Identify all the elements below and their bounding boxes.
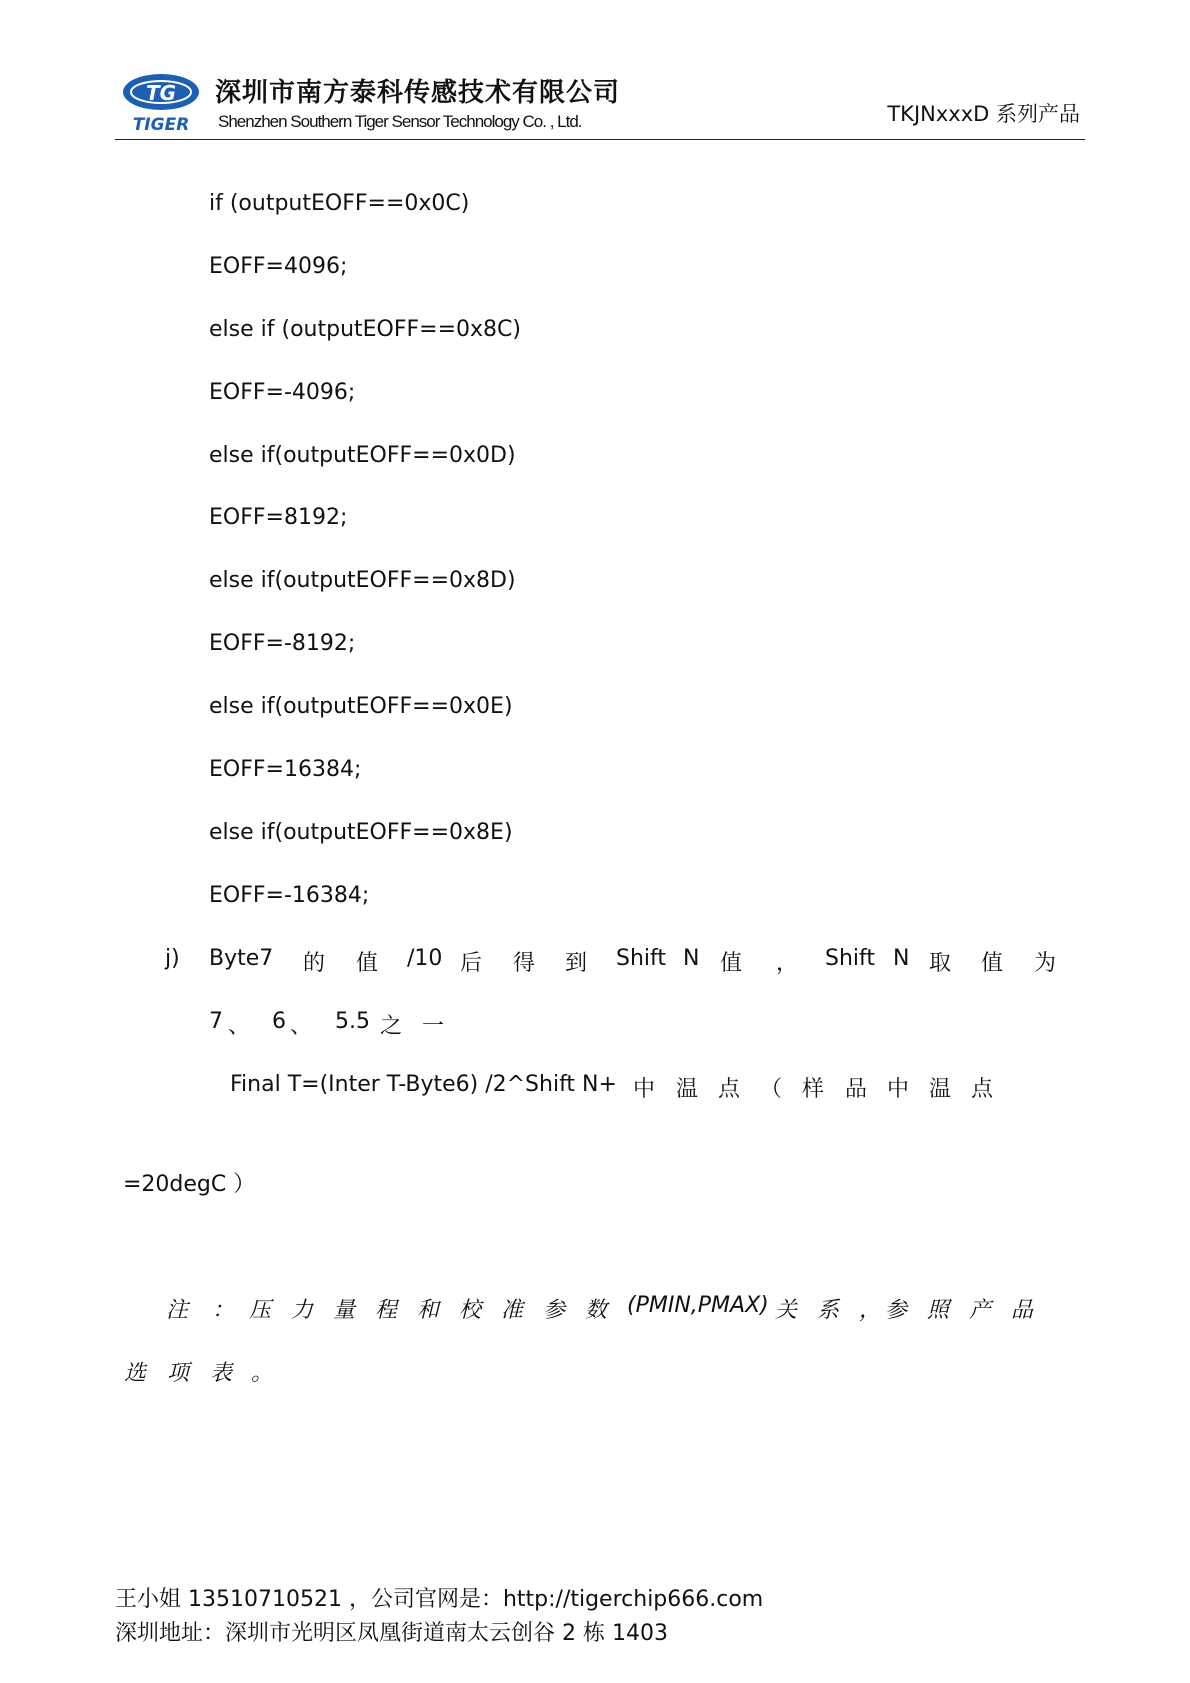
- note-token: 和: [417, 1298, 440, 1323]
- text-token: Shift: [616, 946, 667, 971]
- code-line: else if(outputEOFF==0x8D): [209, 568, 516, 593]
- note-token: 数: [585, 1298, 608, 1323]
- text-token: 到: [565, 951, 588, 976]
- item-j-line4: =20degC ）: [123, 1172, 256, 1197]
- footer-address: 深圳地址：深圳市光明区凤凰街道南太云创谷 2 栋 1403: [115, 1621, 668, 1646]
- text-token: 值: [981, 951, 1004, 976]
- code-line: EOFF=16384;: [209, 757, 362, 782]
- text-token: N: [893, 946, 910, 971]
- text-token: 样: [802, 1077, 825, 1102]
- text-token: Byte7: [209, 946, 274, 971]
- note-token: 参: [543, 1298, 566, 1323]
- text-token: Shift: [825, 946, 876, 971]
- code-line: else if(outputEOFF==0x0D): [209, 443, 516, 468]
- text-token: 点: [718, 1077, 741, 1102]
- note-token: 参: [885, 1298, 908, 1323]
- item-j-line1: [0, 946, 1190, 976]
- text-token: 为: [1034, 951, 1057, 976]
- header-divider: [115, 139, 1085, 140]
- text-token: 点: [971, 1077, 994, 1102]
- note-token: (PMIN,PMAX): [627, 1293, 769, 1318]
- code-line: EOFF=-16384;: [209, 883, 370, 908]
- note-token: 注: [166, 1298, 189, 1323]
- note-token: 力: [291, 1298, 314, 1323]
- formula-text: Final T=(Inter T-Byte6) /2^Shift N+: [230, 1072, 617, 1097]
- note-token: 量: [333, 1298, 356, 1323]
- text-token: 温: [676, 1077, 699, 1102]
- text-token: /10: [407, 946, 443, 971]
- note-token: ，: [859, 1298, 882, 1323]
- code-line: EOFF=4096;: [209, 254, 348, 279]
- product-series-label: TKJNxxxD 系列产品: [887, 102, 1080, 126]
- text-token: 温: [929, 1077, 952, 1102]
- note-token: 表: [210, 1361, 233, 1386]
- code-line: EOFF=8192;: [209, 505, 348, 530]
- code-line: if (outputEOFF==0x0C): [209, 191, 470, 216]
- note-token: ：: [212, 1298, 235, 1323]
- text-token: 取: [929, 951, 952, 976]
- text-token: 中: [633, 1077, 656, 1102]
- text-token: 得: [513, 951, 536, 976]
- code-line: else if(outputEOFF==0x0E): [209, 694, 513, 719]
- code-line: else if (outputEOFF==0x8C): [209, 317, 521, 342]
- note-line2: [0, 1356, 1190, 1386]
- item-j-line3: [0, 1072, 1190, 1102]
- text-token: 品: [845, 1077, 868, 1102]
- note-token: 项: [167, 1361, 190, 1386]
- text-token: 7: [209, 1009, 223, 1034]
- note-token: 选: [124, 1361, 147, 1386]
- note-token: 照: [927, 1298, 950, 1323]
- note-token: 关: [775, 1298, 798, 1323]
- note-token: 准: [501, 1298, 524, 1323]
- text-token: 5.5: [335, 1009, 370, 1034]
- note-token: 压: [249, 1298, 272, 1323]
- footer-contact: 王小姐 13510710521 ，公司官网是：http://tigerchip666.com: [115, 1587, 764, 1612]
- code-line: else if(outputEOFF==0x8E): [209, 820, 513, 845]
- text-token: 后: [460, 951, 483, 976]
- logo-text: TIGER: [132, 115, 190, 132]
- text-token: ，: [776, 951, 799, 976]
- company-name-en: Shenzhen Southern Tiger Sensor Technology Co. , Ltd.: [218, 112, 582, 131]
- text-token: 的: [303, 951, 326, 976]
- note-token: 系: [817, 1298, 840, 1323]
- text-token: 一: [422, 1014, 445, 1039]
- logo-mark-text: TG: [145, 81, 177, 105]
- tiger-logo-icon: [120, 70, 202, 132]
- code-line: EOFF=-4096;: [209, 380, 356, 405]
- company-name-cn: 深圳市南方泰科传感技术有限公司: [215, 78, 621, 108]
- text-token: 6: [272, 1009, 286, 1034]
- text-token: N: [683, 946, 700, 971]
- note-token: 产: [969, 1298, 992, 1323]
- item-j-line2: [0, 1009, 1190, 1039]
- text-token: 值: [356, 951, 379, 976]
- note-token: 校: [459, 1298, 482, 1323]
- text-token: 值: [720, 951, 743, 976]
- list-marker: j): [165, 946, 180, 971]
- text-token: 中: [887, 1077, 910, 1102]
- text-token: 、: [228, 1014, 251, 1039]
- code-line: EOFF=-8192;: [209, 631, 356, 656]
- note-token: 品: [1011, 1298, 1034, 1323]
- note-token: 程: [375, 1298, 398, 1323]
- text-token: 、: [290, 1014, 313, 1039]
- note-token: 。: [251, 1361, 274, 1386]
- page-header: [115, 60, 1085, 140]
- text-token: （: [760, 1077, 783, 1102]
- text-token: 之: [380, 1014, 403, 1039]
- note-line1: [0, 1293, 1190, 1323]
